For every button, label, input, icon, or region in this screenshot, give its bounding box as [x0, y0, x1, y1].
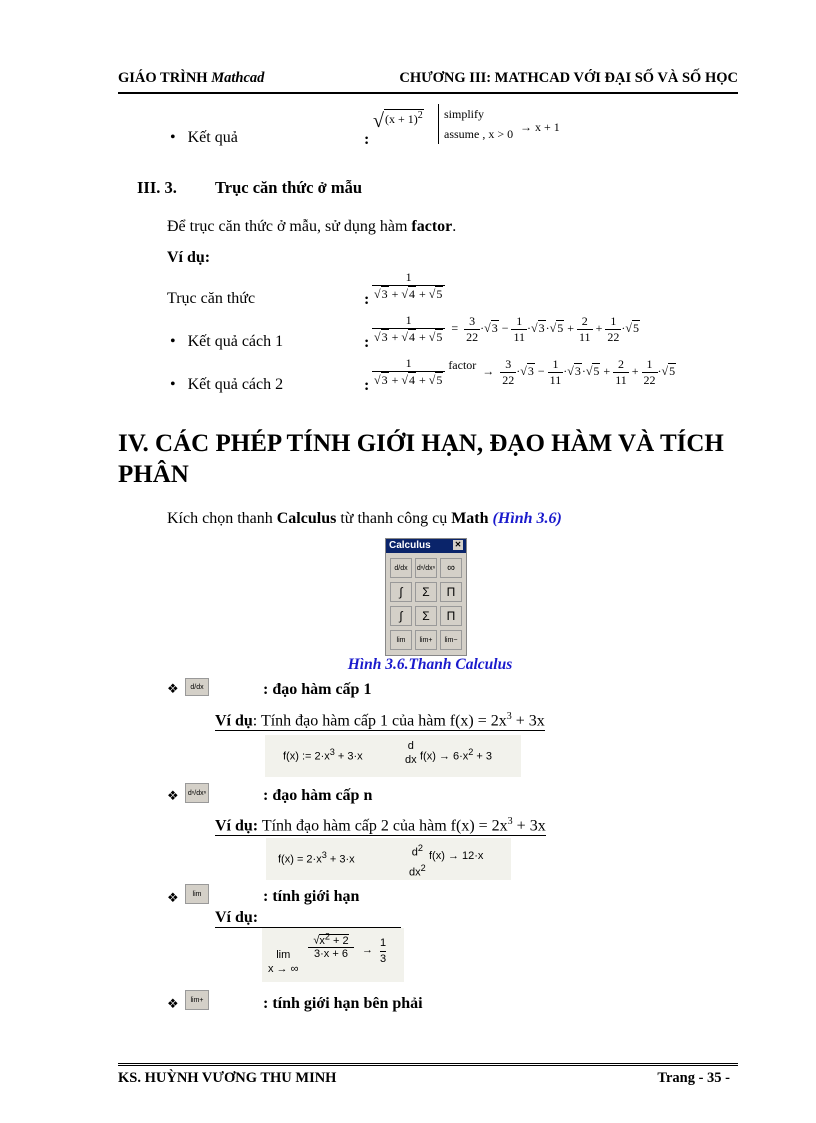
- item-label: : tính giới hạn bên phải: [263, 995, 423, 1012]
- chapter-section-title: IV. CÁC PHÉP TÍNH GIỚI HẠN, ĐẠO HÀM VÀ TÍCH PHÂN: [118, 430, 724, 488]
- infinity-icon[interactable]: ∞: [440, 558, 462, 578]
- example-label: Ví dụ:: [167, 249, 211, 266]
- derivative-icon: d/dx: [185, 678, 209, 696]
- row2-label: • Kết quả cách 1: [170, 333, 284, 350]
- nth-derivative-icon[interactable]: dⁿ/dxⁿ: [415, 558, 437, 578]
- bullet-result: • Kết quả: [170, 129, 238, 146]
- limit-icon[interactable]: lim: [390, 630, 412, 650]
- limit-worksheet: lim x → ∞ $√x^2 + 2$ 3·x + 6 → 1 3: [262, 928, 404, 982]
- section4-intro: Kích chọn thanh Calculus từ thanh công cụ Math (Hình 3.6): [167, 510, 562, 527]
- summation-icon[interactable]: Σ: [415, 582, 437, 602]
- calculus-toolbar[interactable]: [385, 538, 467, 656]
- right-limit-icon: lim+: [185, 990, 209, 1010]
- toolbar-titlebar: Calculus ✕: [386, 539, 466, 553]
- range-product-icon[interactable]: Π: [440, 606, 462, 626]
- right-limit-icon[interactable]: lim+: [415, 630, 437, 650]
- header-left: GIÁO TRÌNH Mathcad: [118, 70, 265, 86]
- derivative2-worksheet: $f(x) = 2\cdot x^3 + 3\cdot x$ $d^2$ $dx^2$ f(x) → 12·x: [266, 838, 511, 880]
- colon: :: [364, 291, 370, 308]
- section-intro: Để trục căn thức ở mẫu, sử dụng hàm factor.: [167, 218, 457, 235]
- bullet-diamond-icon: ❖: [167, 681, 179, 696]
- simplify-result: → x + 1: [520, 120, 560, 134]
- item-example: Ví dụ: Tính đạo hàm cấp 2 của hàm $f(x) = 2x^3 + 3x$: [215, 816, 546, 835]
- nth-derivative-icon: dⁿ/dxⁿ: [185, 783, 209, 803]
- bullet-diamond-icon: ❖: [167, 788, 179, 803]
- header-rule: [118, 92, 738, 94]
- footer-rule: [118, 1063, 738, 1066]
- operator-bar: [438, 104, 439, 144]
- section-number: III. 3.: [137, 178, 177, 197]
- product-icon[interactable]: Π: [440, 582, 462, 602]
- close-icon[interactable]: ✕: [454, 540, 462, 549]
- item-label: : đạo hàm cấp 1: [263, 681, 372, 698]
- simplify-expr: $√(x + 1)^2$: [373, 110, 423, 132]
- section-title: Trục căn thức ở mẫu: [215, 178, 363, 197]
- left-limit-icon[interactable]: lim−: [440, 630, 462, 650]
- colon: :: [364, 377, 370, 394]
- bullet-diamond-icon: ❖: [167, 890, 179, 905]
- header-right: CHƯƠNG III: MATHCAD VỚI ĐẠI SỐ VÀ SỐ HỌC: [399, 70, 738, 86]
- range-summation-icon[interactable]: Σ: [415, 606, 437, 626]
- item-label: : tính giới hạn: [263, 888, 360, 905]
- simplify-keyword: simplify: [444, 107, 485, 121]
- result1-expr: $\frac{1}{√3 + √4 + √5}$ = $\frac{3}{22}$ ·√3 − $\frac{1}{11}$ ·√3·√5 + $\frac{2}{11}$ + $\frac{1}{22}$ ·√5: [374, 313, 639, 344]
- page-number: Trang - 35 -: [657, 1070, 730, 1086]
- result2-expr: $\frac{1}{√3 + √4 + √5}$ factor → $\frac{3}{22}$ ·√3 − $\frac{1}{11}$ ·√3·√5 + $\frac{2}{11}$ + $\frac{1}{22}$ ·√5: [374, 356, 676, 387]
- row3-label: • Kết quả cách 2: [170, 376, 284, 393]
- footer-author: KS. HUỲNH VƯƠNG THU MINH: [118, 1070, 337, 1086]
- colon: :: [364, 334, 370, 351]
- item-label: : đạo hàm cấp n: [263, 787, 373, 804]
- colon: :: [364, 131, 370, 148]
- indefinite-integral-icon[interactable]: ∫: [390, 606, 412, 626]
- row1-label: Trục căn thức: [167, 290, 256, 307]
- limit-icon: lim: [185, 884, 209, 904]
- rationalize-expr: $\frac{1}{√3 + √4 + √5}$: [372, 270, 445, 302]
- item-example: Ví dụ:: [215, 909, 401, 928]
- item-example: Ví dụ: Tính đạo hàm cấp 1 của hàm $f(x) = 2x^3 + 3x$: [215, 711, 545, 730]
- definite-integral-icon[interactable]: ∫: [390, 582, 412, 602]
- derivative1-worksheet: f(x) := $2\cdot x^3 + 3\cdot x$ d dx $f(x) \to 6\cdot x^2 + 3$: [265, 735, 521, 777]
- figure-caption: Hình 3.6.Thanh Calculus: [347, 656, 513, 673]
- bullet-diamond-icon: ❖: [167, 996, 179, 1011]
- assume-keyword: assume , x > 0: [444, 127, 514, 141]
- derivative-icon[interactable]: d/dx: [390, 558, 412, 578]
